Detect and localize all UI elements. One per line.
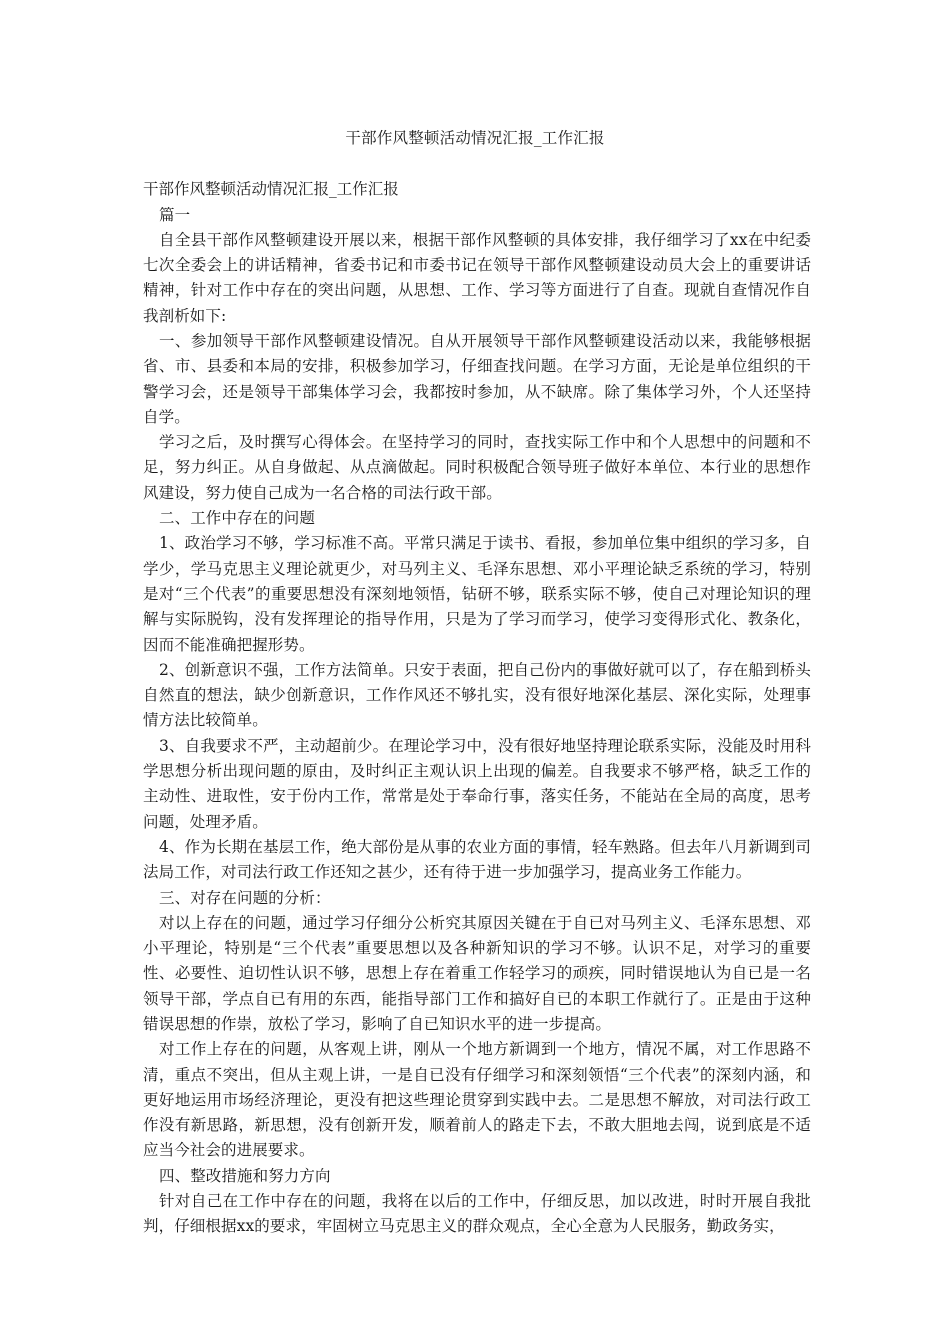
paragraph: 对以上存在的问题，通过学习仔细分公析究其原因关键在于自已对马列主义、毛泽东思想、邓小平理论，特别是“三个代表”重要思想以及各种新知识的学习不够。认识不足，对学习的重要性、必要性、迫切性认识不够，思想上存在着重工作轻学习的顽疾，同时错误地认为自已是一名领导干部，学点自已有用的东西，能指导部门工作和搞好自已的本职工作就行了。正是由于这种错误思想的作崇，放松了学习，影响了自已知识水平的进一步提高。 (143, 913, 811, 1033)
document-body (143, 177, 811, 1240)
paragraph: 一、参加领导干部作风整顿建设情况。自从开展领导干部作风整顿建设活动以来，我能够根据省、市、县委和本局的安排，积极参加学习，仔细查找问题。在学习方面，无论是单位组织的干警学习会，还是领导干部集体学习会，我都按时参加，从不缺席。除了集体学习外，个人还坚持自学。 (143, 331, 811, 426)
paragraph: 针对自己在工作中存在的问题，我将在以后的工作中，仔细反思，加以改进，时时开展自我批判，仔细根据xx的要求，牢固树立马克思主义的群众观点，全心全意为人民服务，勤政务实， (143, 1192, 811, 1236)
document-subtitle: 干部作风整顿活动情况汇报_工作汇报 (143, 180, 399, 198)
section-heading: 三、对存在问题的分析： (159, 888, 331, 907)
section-heading: 四、整改措施和努力方向 (159, 1166, 331, 1185)
section-label: 篇一 (159, 205, 191, 224)
section-heading: 二、工作中存在的问题 (159, 509, 316, 528)
paragraph: 3、自我要求不严，主动超前少。在理论学习中，没有很好地坚持理论联系实际，没能及时用科学思想分析出现问题的原由，及时纠正主观认识上出现的偏差。自我要求不够严格，缺乏工作的主动性、进取性，安于份内工作，常常是处于奉命行事，落实任务，不能站在全局的高度，思考问题，处理矛盾。 (143, 736, 811, 831)
paragraph: 自全县干部作风整顿建设开展以来，根据干部作风整顿的具体安排，我仔细学习了xx在中纪委七次全委会上的讲话精神，省委书记和市委书记在领导干部作风整顿建设动员大会上的重要讲话精神，针对工作中存在的突出问题，从思想、工作、学习等方面进行了自查。现就自查情况作自我剖析如下: (143, 230, 811, 325)
paragraph: 2、创新意识不强，工作方法简单。只安于表面，把自己份内的事做好就可以了，存在船到桥头自然直的想法，缺少创新意识，工作作风还不够扎实，没有很好地深化基层、深化实际，处理事情方法比较简单。 (143, 660, 811, 730)
paragraph: 对工作上存在的问题，从客观上讲，刚从一个地方新调到一个地方，情况不属，对工作思路不清，重点不突出，但从主观上讲，一是自已没有仔细学习和深刻领悟“三个代表”的深刻内涵，和更好地运用市场经济理论，更没有把这些理论贯穿到实践中去。二是思想不解放，对司法行政工作没有新思路，新思想，没有创新开发，顺着前人的路走下去，不敢大胆地去闯，说到底是不适应当今社会的进展要求。 (143, 1040, 811, 1160)
paragraph: 学习之后，及时撰写心得体会。在坚持学习的同时，查找实际工作中和个人思想中的问题和不足，努力纠正。从自身做起、从点滴做起。同时积极配合领导班子做好本单位、本行业的思想作风建设，努力使自己成为一名合格的司法行政干部。 (143, 433, 811, 502)
paragraph: 1、政治学习不够，学习标准不高。平常只满足于读书、看报，参加单位集中组织的学习多，自学少，学马克思主义理论就更少，对马列主义、毛泽东思想、邓小平理论缺乏系统的学习，特别是对“三个代表”的重要思想没有深刻地领悟，钻研不够，联系实际不够，使自己对理论知识的理解与实际脱钩，没有发挥理论的指导作用，只是为了学习而学习，使学习变得形式化、教条化，因而不能准确把握形势。 (143, 534, 811, 654)
document-title: 干部作风整顿活动情况汇报_工作汇报 (345, 129, 605, 147)
paragraph: 4、作为长期在基层工作，绝大部份是从事的农业方面的事情，轻车熟路。但去年八月新调到司法局工作，对司法行政工作还知之甚少，还有待于进一步加强学习，提高业务工作能力。 (143, 837, 811, 882)
